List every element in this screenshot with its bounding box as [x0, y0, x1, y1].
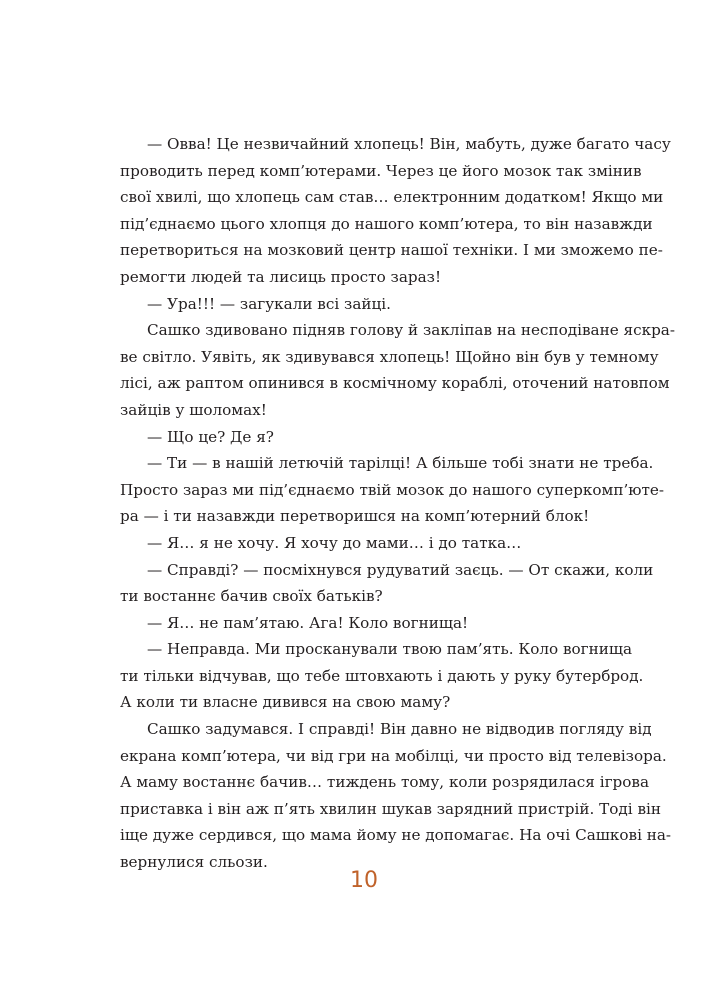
page-text	[120, 131, 675, 876]
text-line: — Неправда. Ми просканували твою пам’ять. Коло вогнища	[147, 640, 633, 659]
text-line: зайців у шоломах!	[120, 400, 267, 419]
paragraph	[120, 557, 654, 610]
text-line: — Справді? — посміхнувся рудуватий заєць. — От скажи, коли	[147, 560, 654, 579]
text-line: ти тільки відчував, що тебе штовхають і дають у руку бутерброд.	[120, 666, 644, 685]
text-line: свої хвилі, що хлопець сам став… електронним додатком! Якщо ми	[120, 188, 664, 207]
text-line: — Що це? Де я?	[147, 427, 274, 446]
text-line: Сашко задумався. І справді! Він давно не відводив погляду від	[147, 720, 652, 739]
text-line: проводить перед комп’ютерами. Через це його мозок так змінив	[120, 161, 642, 180]
paragraph	[120, 131, 671, 291]
text-line: перетвориться на мозковий центр нашої техніки. І ми зможемо пе-	[120, 241, 663, 260]
paragraph	[120, 291, 608, 318]
text-line: — Овва! Це незвичайний хлопець! Він, мабуть, дуже багато часу	[147, 135, 671, 153]
paragraph	[120, 610, 608, 637]
text-line: під’єднаємо цього хлопця до нашого комп’ютера, то він назавжди	[120, 214, 653, 233]
text-line: А маму востаннє бачив… тиждень тому, коли розрядилася ігрова	[120, 773, 650, 792]
paragraph	[120, 424, 608, 451]
text-line: — Ура!!! — загукали всі зайці.	[147, 294, 391, 313]
paragraph	[120, 716, 672, 876]
text-line: ремогти людей та лисиць просто зараз!	[120, 267, 442, 286]
paragraph	[120, 317, 675, 423]
text-line: ве світло. Уявіть, як здивувався хлопець! Щойно він був у темному	[120, 347, 659, 366]
text-line: лісі, аж раптом опинився в космічному кораблі, оточений натовпом	[120, 374, 670, 393]
paragraph	[120, 530, 608, 557]
text-line: А коли ти власне дивився на свою маму?	[120, 693, 451, 712]
paragraph	[120, 450, 665, 530]
text-line: — Ти — в нашій летючій тарілці! А більше тобі знати не треба.	[147, 454, 654, 473]
page-number: 10	[350, 868, 378, 893]
text-line: Просто зараз ми під’єднаємо твій мозок до нашого суперкомп’юте-	[120, 480, 665, 499]
text-line: ра — і ти назавжди перетворишся на комп’ютерний блок!	[120, 507, 590, 526]
text-line: іще дуже сердився, що мама йому не допомагає. На очі Сашкові на-	[120, 826, 672, 845]
text-line: Сашко здивовано підняв голову й закліпав на несподіване яскра-	[147, 321, 675, 340]
text-line: вернулися сльози.	[120, 853, 268, 872]
text-line: — Я… не пам’ятаю. Ага! Коло вогнища!	[147, 613, 469, 632]
text-line: екрана комп’ютера, чи від гри на мобілці, чи просто від телевізора.	[120, 746, 667, 765]
text-line: ти востаннє бачив своїх батьків?	[120, 587, 383, 606]
text-line: — Я… я не хочу. Я хочу до мами… і до татка…	[147, 533, 522, 552]
text-line: приставка і він аж п’ять хвилин шукав зарядний пристрій. Тоді він	[120, 799, 661, 818]
paragraph	[120, 636, 644, 716]
